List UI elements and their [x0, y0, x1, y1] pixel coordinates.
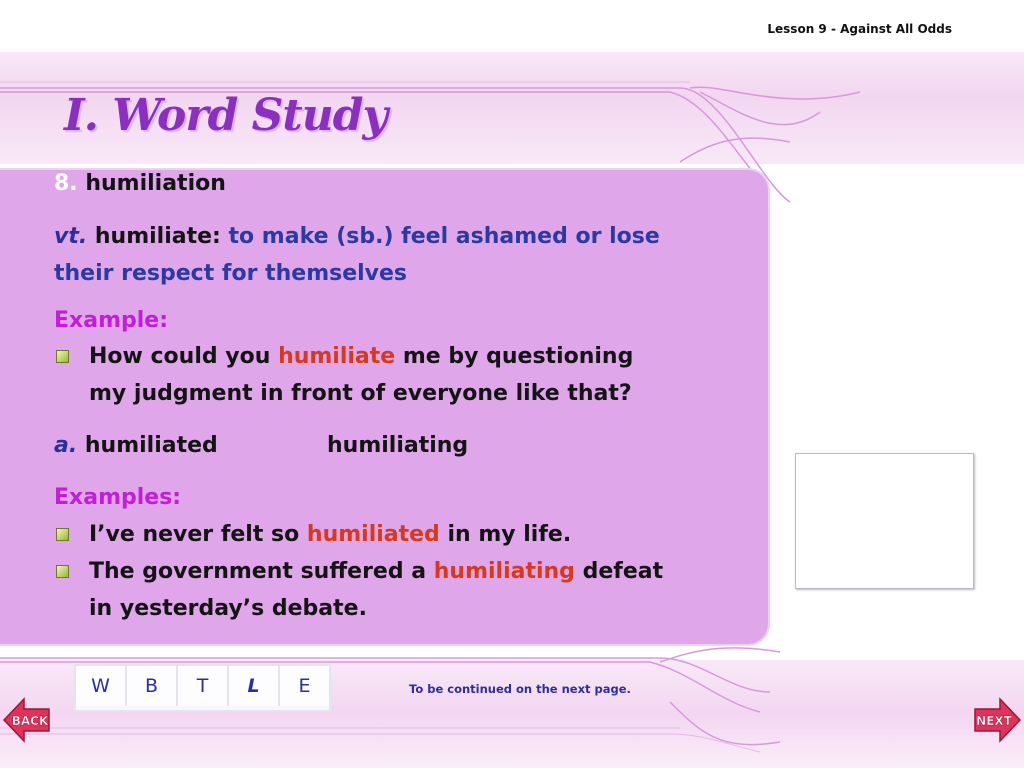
example1-highlight: humiliate	[278, 344, 396, 369]
example2-highlight: humiliated	[306, 522, 440, 547]
tab-w[interactable]: W	[76, 666, 127, 706]
adjective-pos: a.	[54, 433, 78, 458]
back-button[interactable]	[2, 696, 52, 744]
next-label: NEXT	[976, 714, 1012, 728]
verb-pos: vt.	[54, 224, 88, 249]
lesson-title: Lesson 9 - Against All Odds	[767, 22, 952, 36]
tab-t[interactable]: T	[178, 666, 229, 706]
next-button[interactable]	[972, 696, 1022, 744]
example3-after: defeat	[574, 559, 664, 584]
adjective-form2: humiliating	[327, 433, 469, 458]
example2-before: I’ve never felt so	[89, 522, 307, 547]
example3-line1	[89, 561, 663, 583]
continue-note: To be continued on the next page.	[409, 682, 631, 696]
example2-line1	[89, 524, 571, 546]
entry-number: 8.	[54, 171, 78, 196]
example1-line1	[89, 346, 633, 368]
tab-l[interactable]: L	[229, 666, 280, 706]
bullet-icon	[56, 528, 69, 541]
page-title: I. Word Study	[64, 90, 388, 141]
tab-e[interactable]: E	[280, 666, 329, 706]
nav-tabs	[74, 664, 331, 712]
back-label: BACK	[11, 714, 49, 728]
example1-before: How could you	[89, 344, 279, 369]
verb-headword: humiliate:	[94, 224, 221, 249]
bullet-icon	[56, 565, 69, 578]
example3-line2: in yesterday’s debate.	[89, 596, 367, 621]
verb-definition: to make (sb.) feel ashamed or lose	[228, 224, 660, 249]
example3-before: The government suffered a	[89, 559, 434, 584]
example1-after: me by questioning	[395, 344, 634, 369]
example3-highlight: humiliating	[433, 559, 575, 584]
adjective-forms	[54, 435, 218, 457]
entry-heading	[54, 173, 226, 195]
entry-word: humiliation	[85, 171, 226, 196]
tab-b[interactable]: B	[127, 666, 178, 706]
example-label: Example:	[54, 308, 168, 333]
examples-label: Examples:	[54, 485, 182, 510]
picture-placeholder	[795, 453, 974, 589]
verb-definition-line2: their respect for themselves	[54, 261, 408, 286]
verb-definition-line1	[54, 226, 660, 248]
bullet-icon	[56, 350, 69, 363]
example2-after: in my life.	[439, 522, 572, 547]
example1-line2: my judgment in front of everyone like that?	[89, 381, 632, 406]
adjective-form1: humiliated	[84, 433, 218, 458]
